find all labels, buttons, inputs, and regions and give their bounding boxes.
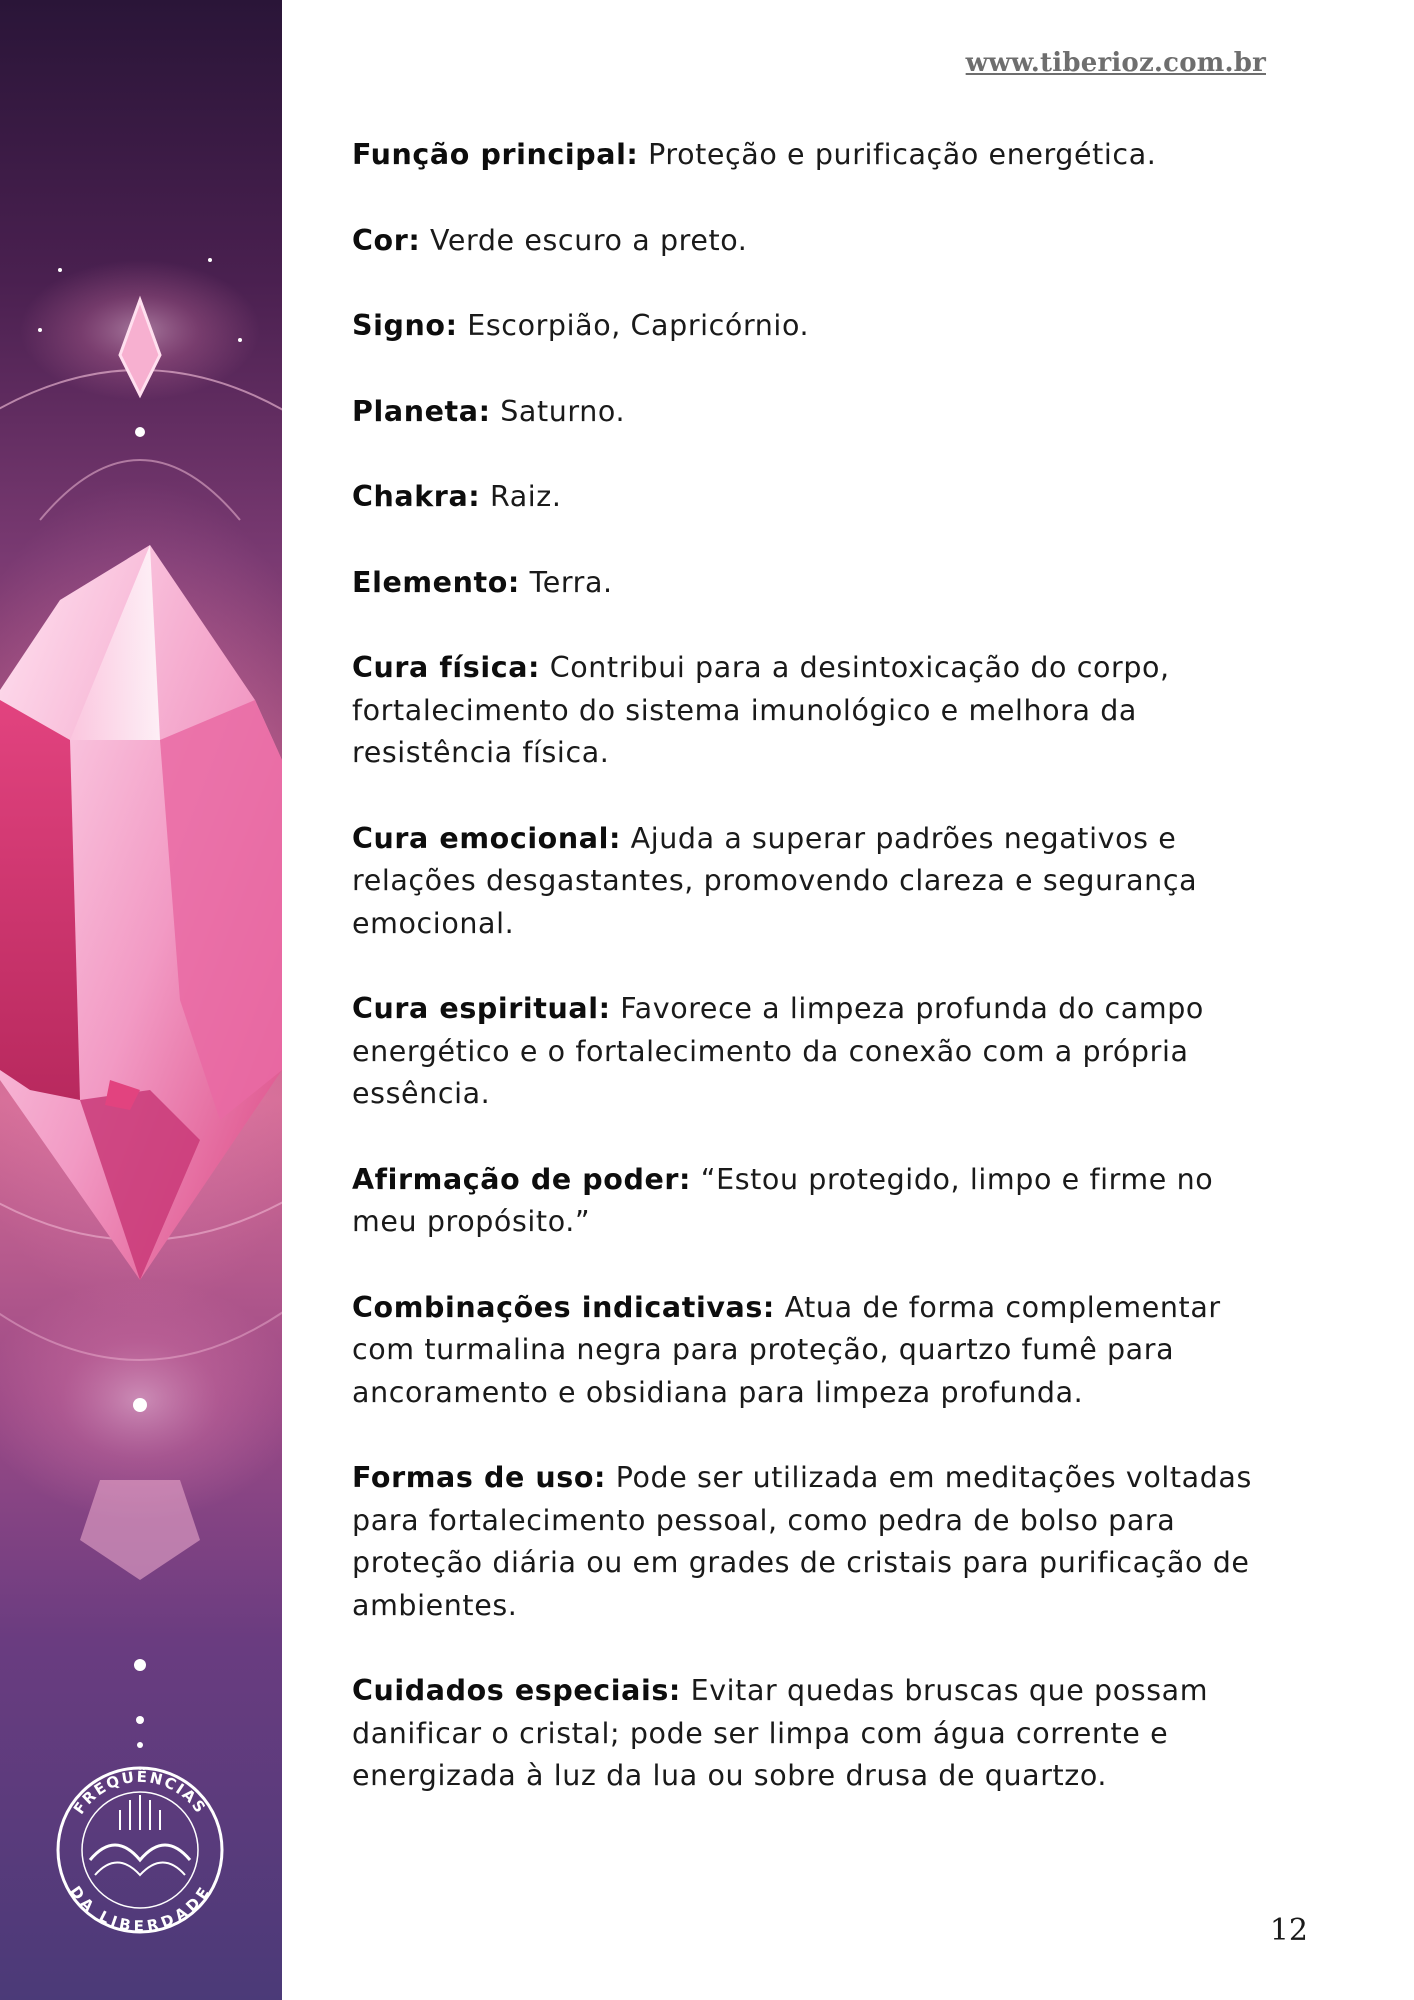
property-label: Afirmação de poder: [352,1162,692,1196]
page-number: 12 [1269,1913,1308,1948]
svg-text:DA LIBERDADE [66,1883,214,1936]
property-sign [352,305,1272,348]
property-planet [352,391,1272,434]
property-label: Cuidados especiais: [352,1674,681,1707]
property-affirmation [352,1159,1272,1244]
property-spiritual-healing [352,988,1272,1116]
property-label: Cura emocional: [352,821,621,855]
property-label: Função principal: [352,138,639,171]
property-special-care [352,1670,1272,1798]
property-physical-healing [352,647,1272,775]
frequencias-logo [0,0,282,2000]
property-value: Atua de forma complementar com turmalina negra para proteção, quartzo fumê para ancoramento e obsidiana para limpeza profunda. [352,1290,1221,1409]
property-label: Cura espiritual: [352,992,611,1025]
property-label: Signo: [352,309,458,342]
property-color [352,220,1272,263]
property-value: Verde escuro a preto. [430,223,748,257]
property-value: Terra. [529,565,613,599]
property-value: Ajuda a superar padrões negativos e relações desgastantes, promovendo clareza e segurança emocional. [352,821,1198,940]
property-value: “Estou protegido, limpo e firme no meu propósito.” [352,1162,1214,1238]
property-main-function [352,134,1272,177]
property-element [352,562,1272,605]
property-combinations [352,1287,1272,1415]
property-label: Cura física: [352,651,541,684]
property-value: Pode ser utilizada em meditações voltadas para fortalecimento pessoal, como pedra de bolso para proteção diária ou em grades de cristais para purificação de ambientes. [352,1461,1252,1622]
property-value: Proteção e purificação energética. [648,138,1157,171]
property-value: Escorpião, Capricórnio. [467,309,810,342]
crystal-properties [352,134,1272,1841]
property-label: Combinações indicativas: [352,1290,775,1324]
logo-top-text: FREQUÊNCIAS [69,1767,211,1818]
property-label: Cor: [352,223,421,257]
property-label: Planeta: [352,394,491,428]
property-label: Formas de uso: [352,1461,607,1494]
property-label: Chakra: [352,480,481,513]
property-emotional-healing [352,818,1272,946]
decorative-sidebar [0,0,282,2000]
property-value: Saturno. [500,394,626,428]
logo-bottom-text: DA LIBERDADE [66,1882,214,1936]
property-value: Raiz. [489,480,562,513]
property-chakra [352,476,1272,519]
property-usage [352,1457,1272,1627]
site-url-link[interactable]: www.tiberioz.com.br [965,48,1266,78]
property-label: Elemento: [352,565,520,599]
property-value: Evitar quedas bruscas que possam danificar o cristal; pode ser limpa com água corrente e energizada à luz da lua ou sobre drusa de quartzo. [352,1674,1209,1792]
property-value: Favorece a limpeza profunda do campo energético e o fortalecimento da conexão com a própria essência. [352,992,1204,1110]
property-value: Contribui para a desintoxicação do corpo, fortalecimento do sistema imunológico e melhora da resistência física. [352,651,1170,769]
